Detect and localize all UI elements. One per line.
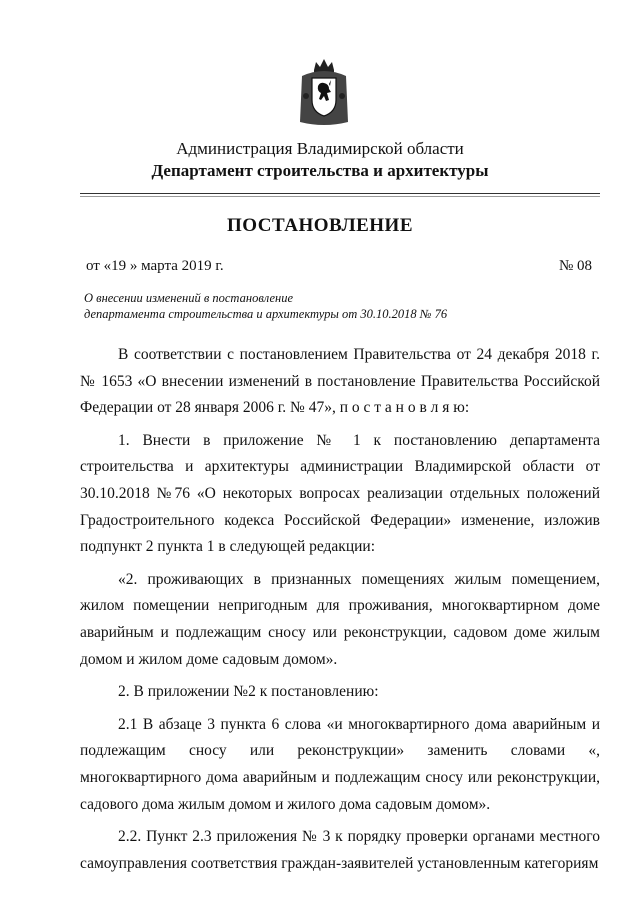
- org-name: Администрация Владимирской области: [176, 139, 464, 158]
- document-body: [80, 342, 600, 883]
- subject-line-1: О внесении изменений в постановление: [84, 291, 294, 305]
- coat-of-arms-icon: [296, 56, 352, 128]
- paragraph-item-1: 1. Внести в приложение № 1 к постановлению департамента строительства и архитектуры администрации Владимирской области от 30.10.2018 №76 «О некоторых вопросах реализации отдельных положений Градостроительного кодекса Российской Федерации» изменение, изложив подпункт 2 пункта 1 в следующей редакции:: [80, 431, 600, 556]
- document-date: от «19 » марта 2019 г.: [86, 258, 224, 274]
- paragraph-item-2-1: 2.1 В абзаце 3 пункта 6 слова «и многоквартирного дома аварийным и подлежащим сносу или реконструкции» заменить словами «, многоквартирного дома аварийным и подлежащим сносу или реконструкции, садового дома жилым домом и жилого дома садовым домом».: [80, 715, 600, 813]
- paragraph-item-2-2: 2.2. Пункт 2.3 приложения № 3 к порядку проверки органами местного самоуправления соответствия граждан-заявителей установленным категориям: [80, 828, 600, 872]
- header-divider-thin: [80, 196, 600, 197]
- document-number: № 08: [558, 258, 592, 274]
- paragraph-quote: «2. проживающих в признанных помещениях жилым помещением, жилом помещении непригодным для проживания, многоквартирном доме аварийным и подлежащим сносу или реконструкции, садовом доме жилым домом и жилом доме садовым домом».: [80, 570, 600, 668]
- header-divider: [80, 193, 600, 194]
- department-name: Департамент строительства и архитектуры: [151, 161, 489, 180]
- document-title: ПОСТАНОВЛЕНИЕ: [226, 215, 414, 236]
- document-subject: [84, 290, 524, 322]
- paragraph-item-2: 2. В приложении №2 к постановлению:: [118, 683, 379, 701]
- subject-line-2: департамента строительства и архитектуры от 30.10.2018 № 76: [84, 307, 448, 321]
- paragraph-preamble: В соответствии с постановлением Правительства от 24 декабря 2018 г. № 1653 «О внесении изменений в постановление Правительства Российской Федерации от 28 января 2006 г. № 47», п о с т а н о в л я ю:: [80, 346, 600, 417]
